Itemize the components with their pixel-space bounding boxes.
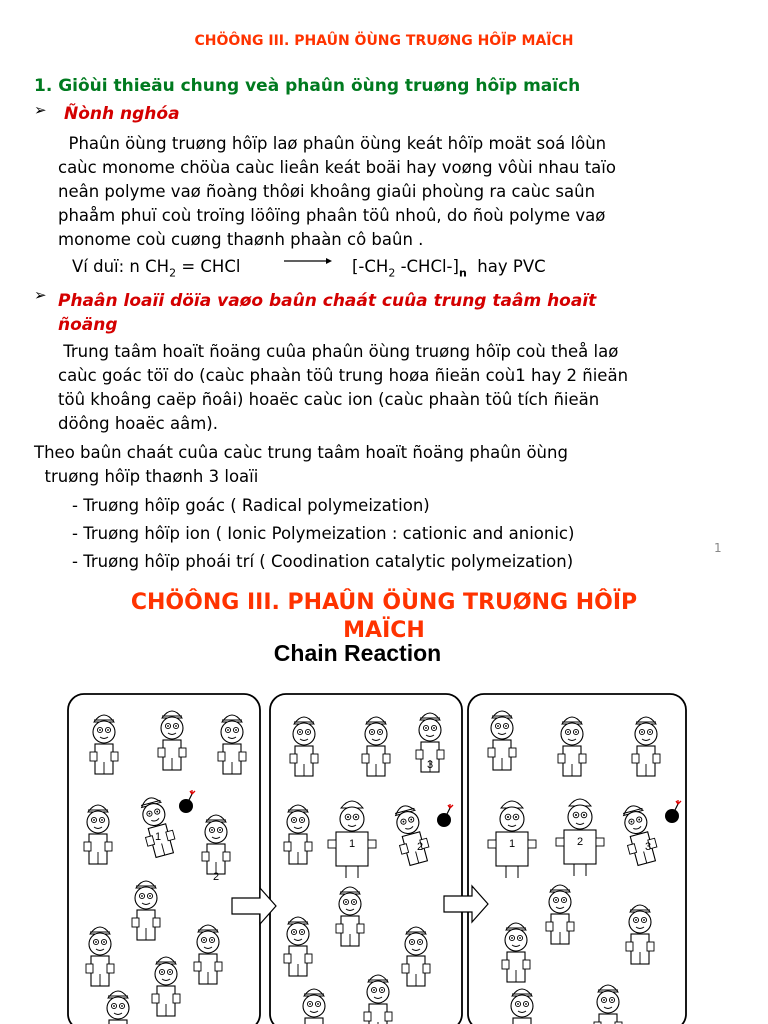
- definition-line: caùc monome chöùa caùc lieân keát boäi hay voøng vôùi nhau taïo: [58, 158, 616, 177]
- product-subscript: 2: [388, 266, 396, 280]
- classification-label: [58, 289, 596, 337]
- classification-label-line: Phaân loaïi döïa vaøo baûn chaát cuûa trung taâm hoaït: [58, 291, 597, 311]
- slide-header-title: CHÖÔNG III. PHAÛN ÖÙNG TRUØNG HÔÏP MAÏCH: [194, 33, 574, 49]
- figure-label: 2: [576, 836, 584, 848]
- figure-label: 1: [154, 831, 162, 843]
- definition-label: Ñònh nghóa: [64, 104, 180, 124]
- example-suffix: = CHCl: [176, 257, 241, 276]
- figure-label: 2: [212, 871, 220, 883]
- slide-title: [0, 589, 768, 645]
- page-number: 1: [714, 541, 722, 555]
- bullet-arrow-icon: ➢: [34, 286, 47, 304]
- figure-label: 3: [426, 759, 434, 771]
- list-item: - Truøng hôïp ion ( Ionic Polymeization : cationic and anionic): [72, 524, 575, 543]
- example-subscript: 2: [169, 266, 177, 280]
- classification-line: Trung taâm hoaït ñoäng cuûa phaûn öùng truøng hôïp coù theå laø: [58, 342, 619, 361]
- example-prefix: Ví duï: n CH: [72, 257, 170, 276]
- bullet-arrow-icon: ➢: [34, 101, 47, 119]
- definition-line: Phaûn öùng truøng hôïp laø phaûn öùng keát hôïp moät soá lôùn: [58, 134, 607, 153]
- classification-line: döông hoaëc aâm).: [58, 414, 218, 433]
- product-prefix: [-CH: [352, 257, 389, 276]
- definition-paragraph: [58, 132, 616, 252]
- definition-line: neân polyme vaø ñoàng thôøi khoâng giaûi phoùng ra caùc saûn: [58, 182, 596, 201]
- product-n: n: [458, 266, 467, 280]
- classification-line: caùc goác töï do (caùc phaàn töû trung hoøa ñieän coù1 hay 2 ñieän: [58, 366, 629, 385]
- definition-line: phaåm phuï coù troïng löôïng phaân töû nhoû, do ñoù polyme vaø: [58, 206, 606, 225]
- figure-title: Chain Reaction: [273, 640, 442, 666]
- section-heading: [34, 76, 580, 96]
- types-intro-line: Theo baûn chaát cuûa caùc trung taâm hoaït ñoäng phaûn öùng: [34, 443, 568, 462]
- slide-title-line: MAÏCH: [343, 618, 425, 643]
- section-title: Giôùi thieäu chung veà phaûn öùng truøng hôïp maïch: [58, 76, 581, 96]
- classification-label-line: ñoäng: [58, 315, 118, 335]
- types-intro-line: truøng hôïp thaønh 3 loaïi: [34, 467, 259, 486]
- chain-reaction-illustration: [60, 688, 690, 1024]
- slide-title-line: CHÖÔNG III. PHAÛN ÖÙNG TRUØNG HÔÏP: [130, 590, 638, 615]
- product-mid: -CHCl-]: [395, 257, 459, 276]
- figure-label: 1: [508, 838, 516, 850]
- product-suffix: hay PVC: [466, 257, 546, 276]
- definition-line: monome coù cuøng thaønh phaàn cô baûn .: [58, 230, 424, 249]
- figure-label: 1: [348, 838, 356, 850]
- list-item: - Truøng hôïp phoái trí ( Coodination catalytic polymeization): [72, 552, 574, 571]
- reaction-example: [72, 257, 240, 279]
- types-intro: [34, 441, 568, 489]
- reaction-arrow-icon: [284, 256, 332, 266]
- figure-label: 2: [416, 841, 424, 853]
- reaction-product: [352, 257, 546, 279]
- classification-paragraph: [58, 340, 628, 436]
- section-number: 1.: [34, 76, 53, 96]
- classification-line: töû khoâng caëp ñoâi) hoaëc caùc ion (caùc phaàn töû tích ñieän: [58, 390, 600, 409]
- list-item: - Truøng hôïp goác ( Radical polymeization): [72, 496, 430, 515]
- figure-label: 3: [644, 841, 652, 853]
- polymerization-types-list: [72, 492, 574, 576]
